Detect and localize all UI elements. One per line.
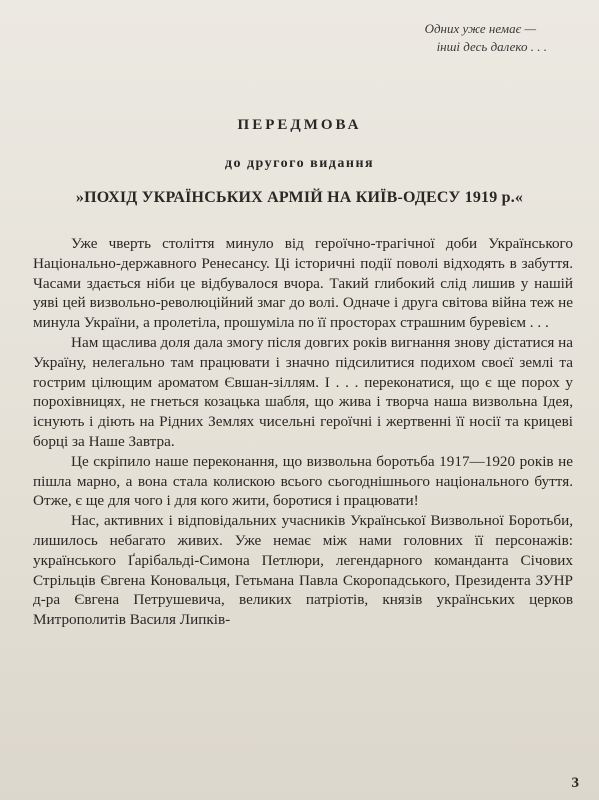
page-number: 3: [571, 775, 579, 791]
paragraph: Нас, активних і відповідальних учасників Української Визвольної Боротьби, лишилось небагато живих. Уже немає між нами головних її персонажів: українського Ґарібальді-Симона Петлюри, легендарного команданта Січових Стрільців Євгена Коновальця, Гетьмана Павла Скоропадського, Президента ЗУНР д-ра Євгена Петрушевича, великих патріотів, князів українських церков Митрополитів Василя Липків-: [33, 512, 573, 629]
book-title: »ПОХІД УКРАЇНСЬКИХ АРМІЙ НА КИЇВ-ОДЕСУ 1919 р.«: [75, 189, 524, 206]
epigraph-line-2: інші десь далеко . . .: [436, 39, 547, 54]
body-text: [33, 234, 573, 630]
epigraph: [425, 20, 547, 56]
paragraph: Нам щаслива доля дала змогу після довгих років вигнання знову дістатися на Україну, нелегально там працювати і значно підсилитися подихом своєї землі та гострим цілющим ароматом Євшан-зіллям. І . . . переконатися, що є ще порох у порохівницях, не гнеться козацька шабля, що жива і творча наша визвольна Ідея, існують і діють на Рідних Землях чисельні героїчні і жертвенні її носії та крицеві борці за Наше Завтра.: [33, 333, 573, 450]
page-title: ПЕРЕДМОВА: [237, 117, 362, 133]
epigraph-line-1: Одних уже немає —: [424, 21, 537, 36]
paragraph: Це скріпило наше переконання, що визвольна боротьба 1917—1920 років не пішла марно, а вона стала колискою всього сьогоднішнього національного буття. Отже, є ще для чого і для кого жити, боротися і працювати!: [33, 452, 573, 510]
paragraph: Уже чверть століття минуло від героїчно-трагічної доби Українського Національно-державного Ренесансу. Ці історичні події поволі відходять в забуття. Часами здається ніби це відбувалося вчора. Такий глибокий слід лишив у нашій уяві цей визвольно-революційний змаг до волі. Одначе і друга світова війна теж не минула України, а пролетіла, прошуміла по її просторах страшним буревієм . . .: [33, 235, 573, 332]
page-subtitle: до другого видання: [224, 156, 375, 171]
